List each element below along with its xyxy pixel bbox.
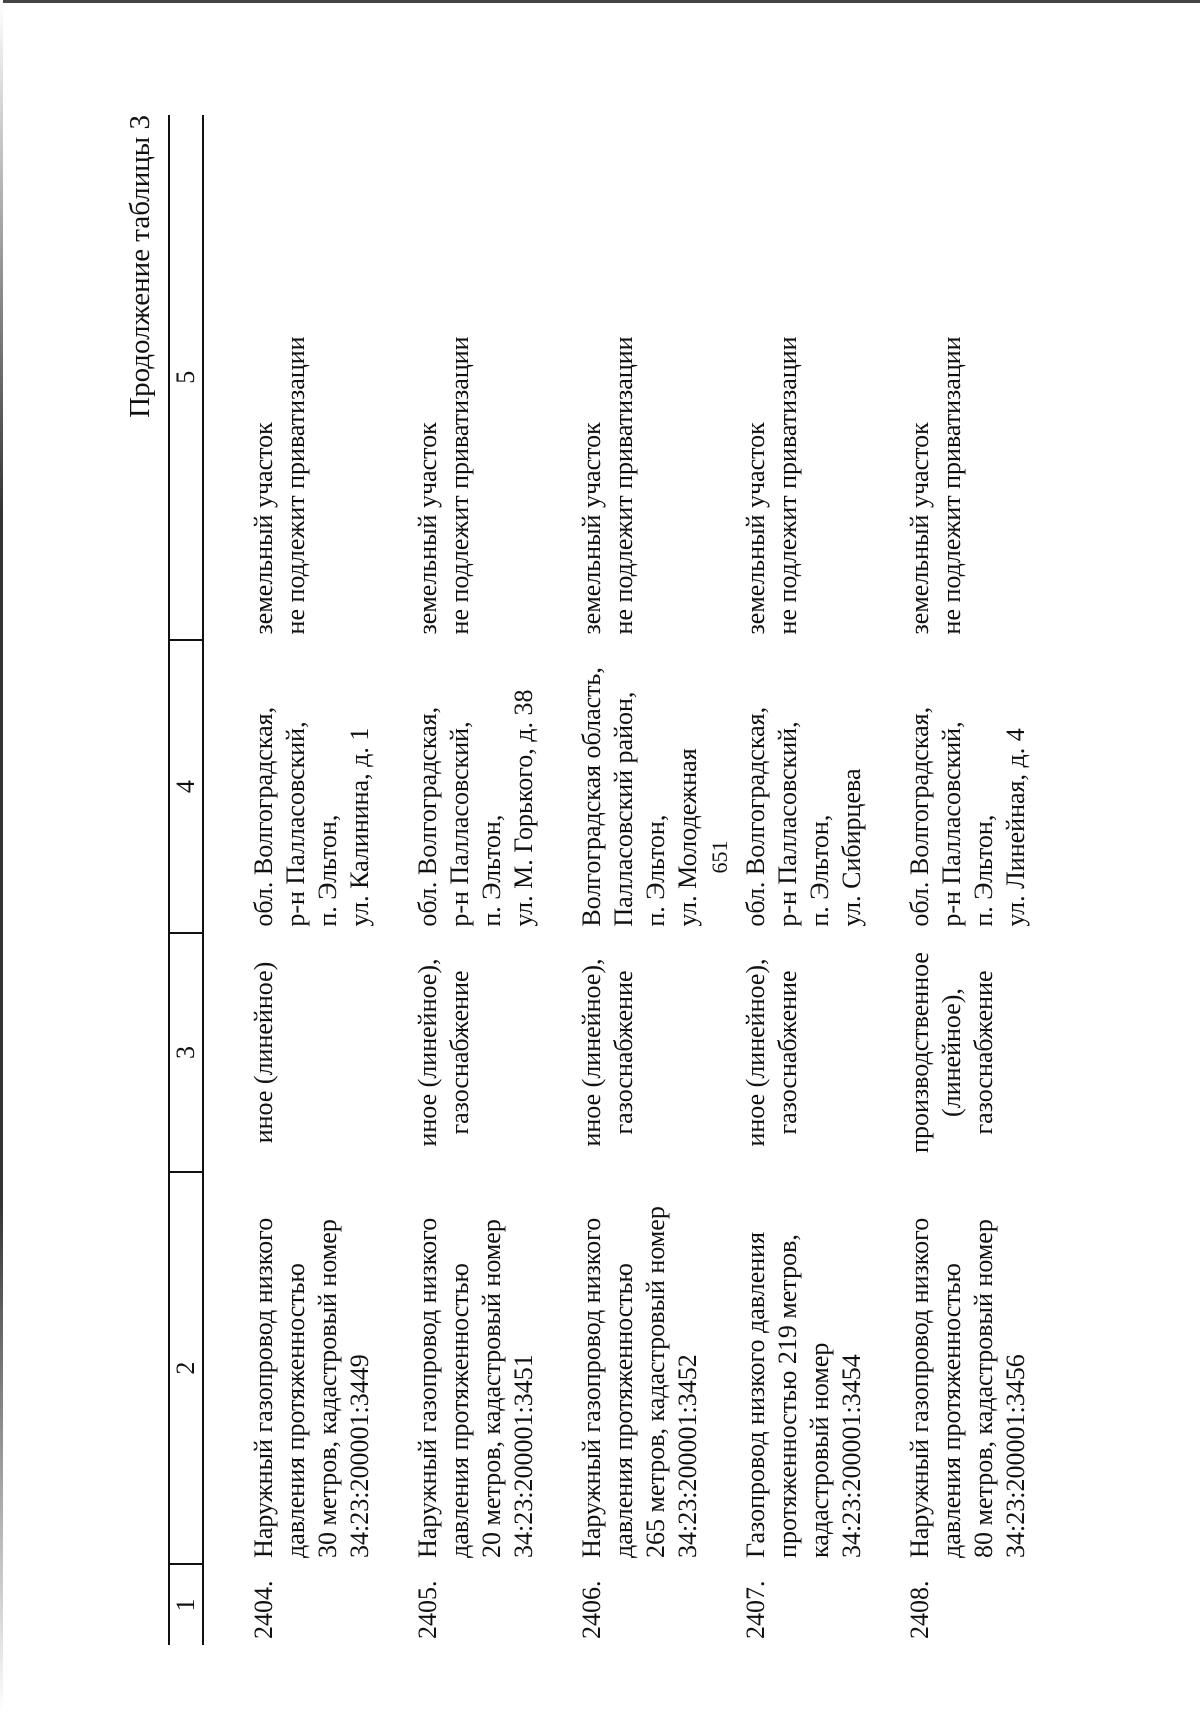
object-purpose-line: производственное xyxy=(905,952,934,1153)
table-row xyxy=(562,115,726,1645)
object-note-line: не подлежит приватизации xyxy=(281,336,310,635)
object-note-line: не подлежит приватизации xyxy=(445,336,474,635)
object-address-line: обл. Волгоградская, xyxy=(413,706,442,927)
table-row xyxy=(398,115,562,1645)
object-purpose-line: газоснабжение xyxy=(445,970,474,1135)
object-purpose-line: газоснабжение xyxy=(773,970,802,1135)
object-address-line: р-н Палласовский, xyxy=(773,721,802,927)
rotated-page-content xyxy=(124,75,1174,1685)
object-address-line: р-н Палласовский, xyxy=(937,721,966,927)
object-address-line: р-н Палласовский, xyxy=(445,721,474,927)
object-name-line: кадастровый номер xyxy=(805,1342,834,1558)
object-address-line: п. Эльтон, xyxy=(641,814,670,927)
table-row xyxy=(890,115,1054,1645)
object-note xyxy=(398,115,562,640)
registry-table xyxy=(168,115,1054,1645)
scan-edge-left xyxy=(0,0,3,1714)
header-row xyxy=(169,115,203,1645)
object-name-line: 34:23:200001:3454 xyxy=(837,1354,866,1558)
column-header-1: 1 xyxy=(169,1564,203,1645)
table-caption: Продолжение таблицы 3 xyxy=(124,115,156,418)
object-address-line: Волгоградская область, xyxy=(577,667,606,927)
object-name-line: давления протяженностью xyxy=(609,1263,638,1558)
row-number: 2408. xyxy=(905,1580,934,1639)
object-purpose xyxy=(398,933,562,1173)
column-header-3: 3 xyxy=(169,933,203,1173)
object-name-line: протяженностью 219 метров, xyxy=(773,1234,802,1558)
page-number: 651 xyxy=(707,840,732,874)
table-body xyxy=(203,115,1054,1645)
object-name-line: 20 метров, кадастровый номер xyxy=(477,1219,506,1558)
object-address xyxy=(398,640,562,932)
object-purpose-line: иное (линейное) xyxy=(249,961,278,1144)
object-address-line: обл. Волгоградская, xyxy=(741,706,770,927)
object-name-line: давления протяженностью xyxy=(937,1263,966,1558)
object-address-line: п. Эльтон, xyxy=(313,814,342,927)
object-name-line: 34:23:200001:3449 xyxy=(345,1354,374,1558)
object-address-line: обл. Волгоградская, xyxy=(249,706,278,927)
object-name-line: Наружный газопровод низкого xyxy=(905,1217,934,1558)
object-name xyxy=(398,1172,562,1564)
object-note xyxy=(890,115,1054,640)
object-address-line: п. Эльтон, xyxy=(477,814,506,927)
object-purpose xyxy=(562,933,726,1173)
object-purpose xyxy=(726,933,890,1173)
object-note-line: земельный участок xyxy=(905,422,934,635)
object-name-line: 34:23:200001:3456 xyxy=(1001,1354,1030,1558)
object-name xyxy=(890,1172,1054,1564)
object-purpose xyxy=(203,933,398,1173)
object-note xyxy=(726,115,890,640)
object-note xyxy=(203,115,398,640)
row-number: 2407. xyxy=(741,1580,770,1639)
object-address-line: ул. Калинина, д. 1 xyxy=(345,727,374,927)
row-number: 2404. xyxy=(249,1580,278,1639)
object-purpose-line: иное (линейное), xyxy=(741,958,770,1147)
column-header-5: 5 xyxy=(169,115,203,640)
object-name-line: 80 метров, кадастровый номер xyxy=(969,1219,998,1558)
object-purpose-line: иное (линейное), xyxy=(413,958,442,1147)
object-purpose-line: газоснабжение xyxy=(969,970,998,1135)
object-note-line: не подлежит приватизации xyxy=(609,336,638,635)
scan-edge-top xyxy=(0,0,1200,3)
object-address-line: п. Эльтон, xyxy=(969,814,998,927)
object-note xyxy=(562,115,726,640)
object-name-line: 30 метров, кадастровый номер xyxy=(313,1219,342,1558)
column-header-4: 4 xyxy=(169,640,203,932)
object-address-line: ул. Сибирцева xyxy=(837,768,866,927)
table-row xyxy=(726,115,890,1645)
object-name-line: Газопровод низкого давления xyxy=(741,1231,770,1558)
object-address-line: ул. М. Горького, д. 38 xyxy=(509,689,538,927)
object-purpose-line: газоснабжение xyxy=(609,970,638,1135)
object-note-line: земельный участок xyxy=(249,422,278,635)
object-name-line: 34:23:200001:3452 xyxy=(673,1354,702,1558)
object-name-line: давления протяженностью xyxy=(445,1263,474,1558)
table-row xyxy=(203,115,398,1645)
object-note-line: земельный участок xyxy=(577,422,606,635)
object-name xyxy=(203,1172,398,1564)
object-name-line: 34:23:200001:3451 xyxy=(509,1354,538,1558)
object-note-line: не подлежит приватизации xyxy=(773,336,802,635)
object-address-line: п. Эльтон, xyxy=(805,814,834,927)
object-note-line: земельный участок xyxy=(413,422,442,635)
row-number: 2405. xyxy=(413,1580,442,1639)
object-address-line: обл. Волгоградская, xyxy=(905,706,934,927)
object-name-line: 265 метров, кадастровый номер xyxy=(641,1206,670,1558)
object-note-line: не подлежит приватизации xyxy=(937,336,966,635)
object-name-line: Наружный газопровод низкого xyxy=(577,1217,606,1558)
object-purpose xyxy=(890,933,1054,1173)
object-purpose-line: иное (линейное), xyxy=(577,958,606,1147)
object-address xyxy=(203,640,398,932)
object-address xyxy=(890,640,1054,932)
object-name-line: Наружный газопровод низкого xyxy=(413,1217,442,1558)
object-note-line: земельный участок xyxy=(741,422,770,635)
column-header-2: 2 xyxy=(169,1172,203,1564)
object-address xyxy=(726,640,890,932)
object-address-line: ул. Линейная, д. 4 xyxy=(1001,728,1030,927)
object-address-line: Палласовский район, xyxy=(609,691,638,927)
object-name xyxy=(726,1172,890,1564)
object-address-line: р-н Палласовский, xyxy=(281,721,310,927)
object-name xyxy=(562,1172,726,1564)
object-address-line: ул. Молодежная xyxy=(673,748,702,927)
row-number: 2406. xyxy=(577,1580,606,1639)
object-name-line: давления протяженностью xyxy=(281,1263,310,1558)
object-purpose-line: (линейное), xyxy=(937,988,966,1117)
object-address xyxy=(562,640,726,932)
object-name-line: Наружный газопровод низкого xyxy=(249,1217,278,1558)
